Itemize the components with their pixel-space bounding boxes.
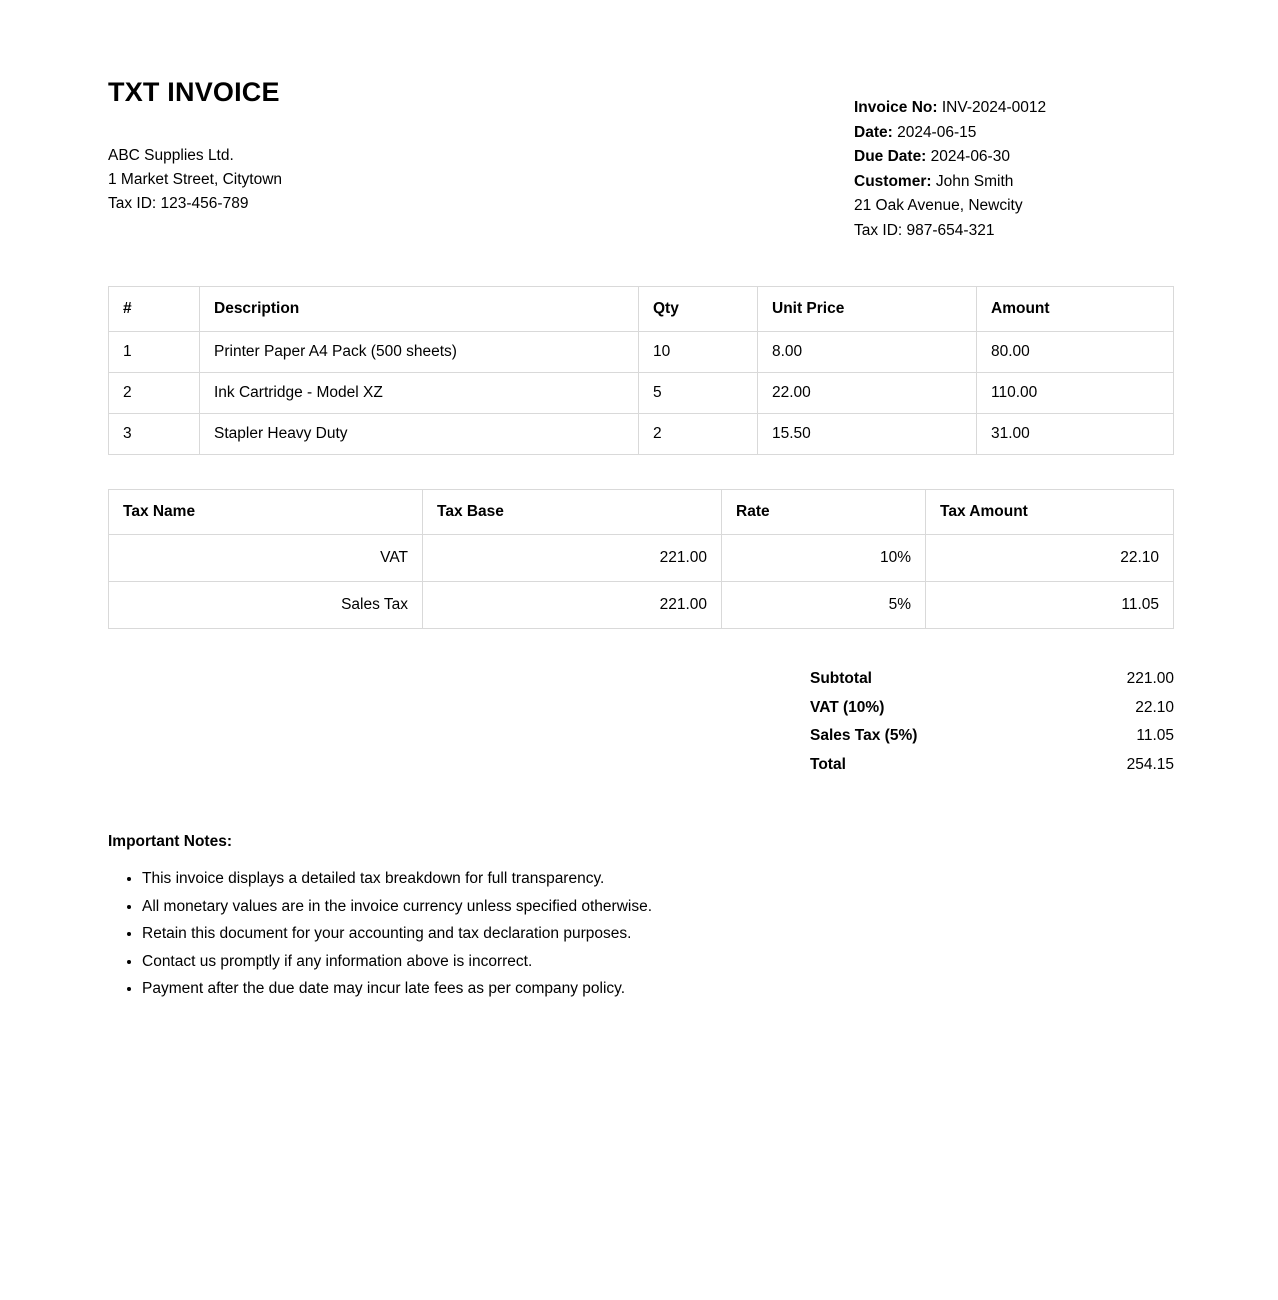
totals-row-subtotal: [810, 665, 1174, 694]
list-item: • Retain this document for your accounting and tax declaration purposes.: [142, 920, 1174, 948]
notes-title: Important Notes:: [108, 833, 232, 850]
totals-row-total: [810, 751, 1174, 780]
tax-table-row: [109, 582, 1174, 629]
list-item: • Contact us promptly if any information above is incorrect.: [142, 948, 1174, 976]
invoice-number-value: INV-2024-0012: [941, 99, 1047, 116]
cell-amount: 80.00: [977, 332, 1174, 373]
cell-description: Printer Paper A4 Pack (500 sheets): [200, 332, 639, 373]
cell-tax-name: Sales Tax: [109, 582, 423, 629]
cell-tax-amount: 22.10: [926, 535, 1174, 582]
tax-table-row: [109, 535, 1174, 582]
totals-section: [108, 665, 1174, 779]
cell-tax-base: 221.00: [423, 582, 722, 629]
cell-tax-amount: 11.05: [926, 582, 1174, 629]
invoice-meta: [854, 96, 1174, 243]
totals-value: 254.15: [1126, 755, 1174, 773]
important-notes-section: [108, 833, 1174, 1003]
invoice-date-label: Date:: [854, 123, 893, 141]
table-row: [109, 414, 1174, 455]
totals-value: 11.05: [1136, 727, 1174, 744]
cell-amount: 31.00: [977, 414, 1174, 455]
cell-tax-name: VAT: [109, 535, 423, 582]
list-item: • This invoice displays a detailed tax breakdown for full transparency.: [142, 865, 1174, 893]
column-header-amount: Amount: [977, 287, 1174, 332]
column-header-unit-price: Unit Price: [758, 287, 977, 332]
cell-tax-base: 221.00: [423, 535, 722, 582]
totals-value: 22.10: [1135, 698, 1174, 716]
cell-qty: 5: [639, 373, 758, 414]
invoice-header: [108, 78, 1174, 238]
totals-row-sales-tax: [810, 722, 1174, 751]
column-header-description: Description: [200, 287, 639, 332]
totals-row-vat: [810, 694, 1174, 723]
cell-qty: 10: [639, 332, 758, 373]
cell-description: Stapler Heavy Duty: [200, 414, 639, 455]
invoice-number-label: Invoice No:: [854, 99, 938, 116]
totals-label: VAT (10%): [810, 698, 885, 716]
tax-table-header-row: [109, 490, 1174, 535]
invoice-number-row: [854, 96, 1174, 121]
table-row: [109, 332, 1174, 373]
invoice-date-row: [854, 121, 1174, 146]
seller-tax-id: Tax ID: 123-456-789: [108, 194, 249, 212]
column-header-tax-base: Tax Base: [423, 490, 722, 535]
cell-number: 3: [109, 414, 200, 455]
customer-value: John Smith: [935, 172, 1014, 190]
column-header-number: #: [109, 287, 200, 332]
totals-label: Sales Tax (5%): [810, 727, 918, 744]
customer-address: 21 Oak Avenue, Newcity: [854, 197, 1023, 214]
column-header-tax-name: Tax Name: [109, 490, 423, 535]
cell-amount: 110.00: [977, 373, 1174, 414]
cell-qty: 2: [639, 414, 758, 455]
column-header-tax-amount: Tax Amount: [926, 490, 1174, 535]
invoice-date-value: 2024-06-15: [897, 123, 977, 141]
seller-name: ABC Supplies Ltd.: [108, 146, 234, 164]
column-header-tax-rate: Rate: [722, 490, 926, 535]
cell-number: 1: [109, 332, 200, 373]
cell-tax-rate: 10%: [722, 535, 926, 582]
list-item: • Payment after the due date may incur late fees as per company policy.: [142, 975, 1174, 1003]
customer-label: Customer:: [854, 172, 932, 190]
totals-label: Subtotal: [810, 670, 872, 687]
customer-tax-id: Tax ID: 987-654-321: [854, 221, 995, 239]
invoice-due-date-value: 2024-06-30: [930, 148, 1010, 165]
totals-label: Total: [810, 755, 846, 773]
line-items-table: [108, 286, 1174, 455]
table-row: [109, 373, 1174, 414]
cell-unit-price: 8.00: [758, 332, 977, 373]
cell-number: 2: [109, 373, 200, 414]
column-header-qty: Qty: [639, 287, 758, 332]
cell-unit-price: 15.50: [758, 414, 977, 455]
invoice-due-date-label: Due Date:: [854, 148, 927, 165]
invoice-due-date-row: [854, 145, 1174, 170]
seller-address: 1 Market Street, Citytown: [108, 170, 283, 188]
cell-description: Ink Cartridge - Model XZ: [200, 373, 639, 414]
cell-unit-price: 22.00: [758, 373, 977, 414]
cell-tax-rate: 5%: [722, 582, 926, 629]
totals-value: 221.00: [1126, 670, 1174, 687]
list-item: • All monetary values are in the invoice currency unless specified otherwise.: [142, 893, 1174, 921]
page-title: TXT INVOICE: [108, 77, 280, 107]
table-header-row: [109, 287, 1174, 332]
tax-breakdown-table: [108, 489, 1174, 629]
notes-list: [108, 865, 1174, 1003]
customer-row: [854, 170, 1174, 195]
